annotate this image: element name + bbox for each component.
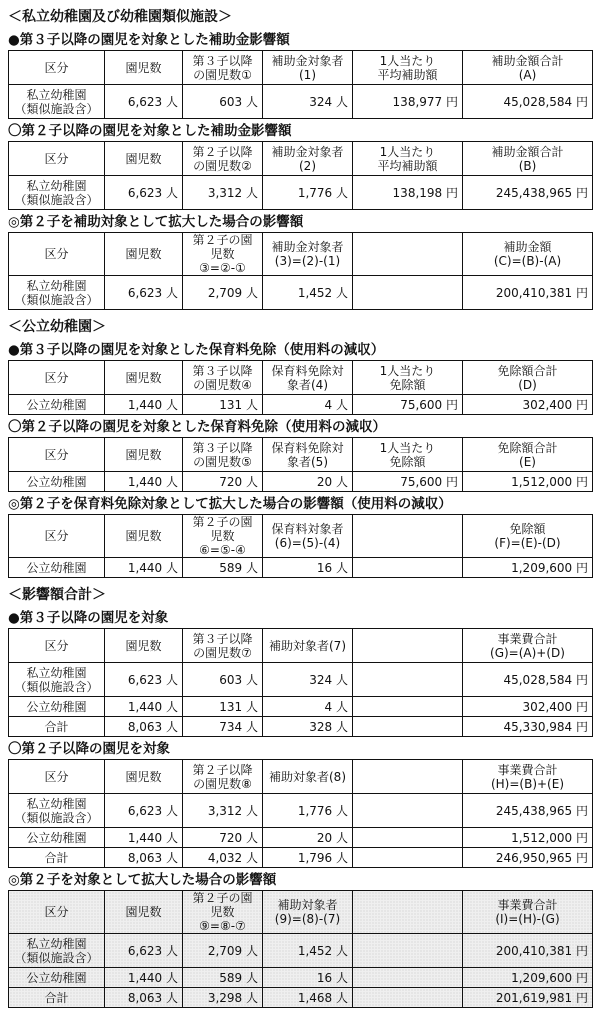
table-header-row (9, 142, 593, 176)
table-cell: 324 人 (263, 85, 353, 119)
header-cell: 1人当たり 免除額 (353, 438, 463, 472)
table-cell: 1,512,000 円 (463, 828, 593, 848)
table-cell: 8,063 人 (105, 848, 183, 868)
table-cell: 200,410,381 円 (463, 934, 593, 968)
table-row (9, 697, 593, 717)
header-cell: 保育料免除対 象者(5) (263, 438, 353, 472)
table-cell: 302,400 円 (463, 697, 593, 717)
table-cell: 6,623 人 (105, 663, 183, 697)
table-cell: 589 人 (183, 968, 263, 988)
header-cell: 1人当たり 免除額 (353, 361, 463, 395)
table-row (9, 828, 593, 848)
table-cell: 1,440 人 (105, 828, 183, 848)
header-cell: 補助金対象者 (2) (263, 142, 353, 176)
header-cell: 区分 (9, 51, 105, 85)
table-cell: 6,623 人 (105, 794, 183, 828)
table-cell: 603 人 (183, 85, 263, 119)
header-cell: 第２子の園児数 ③=②-① (183, 233, 263, 276)
header-cell: 第２子の園児数 ⑥=⑤-④ (183, 515, 263, 558)
table-cell: 131 人 (183, 395, 263, 415)
header-cell: 補助対象者(7) (263, 629, 353, 663)
table-title: ●第３子以降の園児を対象 (8, 610, 169, 626)
section-heading: ＜影響額合計＞ (8, 587, 106, 603)
header-cell: 保育料対象者 (6)=(5)-(4) (263, 515, 353, 558)
header-cell (353, 233, 463, 276)
table-cell (353, 968, 463, 988)
header-cell: 園児数 (105, 515, 183, 558)
table-header-row (9, 361, 593, 395)
data-table (8, 141, 593, 210)
table-cell (353, 717, 463, 737)
table-cell: 私立幼稚園 （類似施設含） (9, 794, 105, 828)
table-cell (353, 934, 463, 968)
table-cell: 私立幼稚園 （類似施設含） (9, 276, 105, 310)
table-cell: 6,623 人 (105, 934, 183, 968)
table-cell: 45,028,584 円 (463, 663, 593, 697)
table-cell: 1,776 人 (263, 176, 353, 210)
header-cell: 補助金額合計 (B) (463, 142, 593, 176)
table-cell: 4,032 人 (183, 848, 263, 868)
table-title: ◎第２子を保育料免除対象として拡大した場合の影響額（使用料の減収） (8, 496, 452, 512)
table-cell: 8,063 人 (105, 717, 183, 737)
table-row (9, 472, 593, 492)
table-cell: 45,330,984 円 (463, 717, 593, 737)
header-cell: 区分 (9, 361, 105, 395)
table-cell (353, 848, 463, 868)
table-row (9, 934, 593, 968)
table-header-row (9, 629, 593, 663)
table-title: ◎第２子を補助対象として拡大した場合の影響額 (8, 214, 304, 230)
table-cell: 1,440 人 (105, 558, 183, 578)
header-cell: 第３子以降 の園児数⑦ (183, 629, 263, 663)
header-cell: 園児数 (105, 142, 183, 176)
table-cell: 公立幼稚園 (9, 697, 105, 717)
table-cell: 138,198 円 (353, 176, 463, 210)
header-cell: 第２子の園児数 ⑨=⑧-⑦ (183, 891, 263, 934)
header-cell: 区分 (9, 891, 105, 934)
header-cell: 事業費合計 (G)=(A)+(D) (463, 629, 593, 663)
header-cell (353, 891, 463, 934)
header-cell: 免除額合計 (D) (463, 361, 593, 395)
table-cell (353, 276, 463, 310)
table-cell (353, 697, 463, 717)
table-cell: 1,209,600 円 (463, 558, 593, 578)
table-cell: 1,209,600 円 (463, 968, 593, 988)
table-cell: 6,623 人 (105, 85, 183, 119)
table-row (9, 794, 593, 828)
table-cell: 公立幼稚園 (9, 828, 105, 848)
table-cell: 589 人 (183, 558, 263, 578)
table-title: 〇第２子以降の園児を対象とした補助金影響額 (8, 123, 292, 139)
header-cell (353, 760, 463, 794)
table-cell: 6,623 人 (105, 276, 183, 310)
table-cell: 245,438,965 円 (463, 176, 593, 210)
header-cell: 事業費合計 (H)=(B)+(E) (463, 760, 593, 794)
header-cell: 第２子以降 の園児数⑧ (183, 760, 263, 794)
data-table (8, 360, 593, 415)
table-cell: 3,298 人 (183, 988, 263, 1008)
table-row (9, 85, 593, 119)
table-cell: 合計 (9, 717, 105, 737)
table-cell: 8,063 人 (105, 988, 183, 1008)
header-cell: 免除額 (F)=(E)-(D) (463, 515, 593, 558)
data-table (8, 232, 593, 310)
header-cell: 補助金対象者 (3)=(2)-(1) (263, 233, 353, 276)
table-row (9, 848, 593, 868)
table-cell: 75,600 円 (353, 472, 463, 492)
header-cell: 区分 (9, 233, 105, 276)
table-cell: 720 人 (183, 472, 263, 492)
table-cell: 20 人 (263, 472, 353, 492)
data-table (8, 50, 593, 119)
table-cell: 公立幼稚園 (9, 558, 105, 578)
header-cell (353, 629, 463, 663)
header-cell: 免除額合計 (E) (463, 438, 593, 472)
table-header-row (9, 515, 593, 558)
header-cell: 補助金額合計 (A) (463, 51, 593, 85)
table-header-row (9, 760, 593, 794)
header-cell: 第３子以降 の園児数④ (183, 361, 263, 395)
header-cell: 区分 (9, 760, 105, 794)
header-cell: 区分 (9, 142, 105, 176)
table-cell: 公立幼稚園 (9, 472, 105, 492)
table-row (9, 968, 593, 988)
table-header-row (9, 891, 593, 934)
table-cell: 2,709 人 (183, 934, 263, 968)
table-cell: 1,776 人 (263, 794, 353, 828)
table-cell: 45,028,584 円 (463, 85, 593, 119)
table-cell: 私立幼稚園 （類似施設含） (9, 176, 105, 210)
table-cell: 16 人 (263, 968, 353, 988)
header-cell: 補助対象者 (9)=(8)-(7) (263, 891, 353, 934)
header-cell: 園児数 (105, 891, 183, 934)
table-row (9, 663, 593, 697)
table-cell: 4 人 (263, 395, 353, 415)
header-cell: 補助対象者(8) (263, 760, 353, 794)
header-cell (353, 515, 463, 558)
table-cell: 公立幼稚園 (9, 968, 105, 988)
section-heading: ＜私立幼稚園及び幼稚園類似施設＞ (8, 9, 232, 25)
header-cell: 保育料免除対 象者(4) (263, 361, 353, 395)
table-cell: 20 人 (263, 828, 353, 848)
table-cell: 245,438,965 円 (463, 794, 593, 828)
header-cell: 園児数 (105, 51, 183, 85)
table-title: ◎第２子を対象として拡大した場合の影響額 (8, 872, 277, 888)
header-cell: 園児数 (105, 233, 183, 276)
table-cell (353, 663, 463, 697)
data-table (8, 759, 593, 868)
table-row (9, 717, 593, 737)
header-cell: 園児数 (105, 438, 183, 472)
header-cell: 園児数 (105, 361, 183, 395)
table-cell: 公立幼稚園 (9, 395, 105, 415)
document (8, 6, 592, 1010)
table-title: 〇第２子以降の園児を対象とした保育料免除（使用料の減収） (8, 419, 386, 435)
table-cell: 302,400 円 (463, 395, 593, 415)
section-heading: ＜公立幼稚園＞ (8, 319, 106, 335)
table-title: 〇第２子以降の園児を対象 (8, 741, 170, 757)
header-cell: 第３子以降 の園児数① (183, 51, 263, 85)
table-row (9, 558, 593, 578)
header-cell: 事業費合計 (I)=(H)-(G) (463, 891, 593, 934)
table-cell: 131 人 (183, 697, 263, 717)
table-cell: 私立幼稚園 （類似施設含） (9, 663, 105, 697)
table-header-row (9, 51, 593, 85)
table-cell: 1,440 人 (105, 472, 183, 492)
header-cell: 第２子以降 の園児数② (183, 142, 263, 176)
table-cell: 4 人 (263, 697, 353, 717)
table-cell: 1,452 人 (263, 276, 353, 310)
data-table (8, 890, 593, 1008)
table-cell: 603 人 (183, 663, 263, 697)
header-cell: 補助金対象者 (1) (263, 51, 353, 85)
header-cell: 補助金額 (C)=(B)-(A) (463, 233, 593, 276)
table-cell: 3,312 人 (183, 176, 263, 210)
table-cell: 720 人 (183, 828, 263, 848)
table-cell: 合計 (9, 848, 105, 868)
table-cell: 16 人 (263, 558, 353, 578)
header-cell: 園児数 (105, 760, 183, 794)
table-cell: 3,312 人 (183, 794, 263, 828)
table-cell: 328 人 (263, 717, 353, 737)
header-cell: 園児数 (105, 629, 183, 663)
header-cell: 第３子以降 の園児数⑤ (183, 438, 263, 472)
table-cell: 1,440 人 (105, 968, 183, 988)
table-title: ●第３子以降の園児を対象とした補助金影響額 (8, 32, 290, 48)
header-cell: 1人当たり 平均補助額 (353, 142, 463, 176)
table-header-row (9, 233, 593, 276)
header-cell: 区分 (9, 515, 105, 558)
table-cell (353, 558, 463, 578)
header-cell: 1人当たり 平均補助額 (353, 51, 463, 85)
table-row (9, 395, 593, 415)
table-cell: 200,410,381 円 (463, 276, 593, 310)
table-cell (353, 794, 463, 828)
table-cell: 私立幼稚園 （類似施設含） (9, 934, 105, 968)
table-cell: 1,440 人 (105, 697, 183, 717)
data-table (8, 514, 593, 578)
table-row (9, 176, 593, 210)
table-cell: 75,600 円 (353, 395, 463, 415)
data-table (8, 628, 593, 737)
table-cell (353, 828, 463, 848)
table-cell: 1,796 人 (263, 848, 353, 868)
table-cell: 私立幼稚園 （類似施設含） (9, 85, 105, 119)
table-cell: 246,950,965 円 (463, 848, 593, 868)
table-cell: 201,619,981 円 (463, 988, 593, 1008)
data-table (8, 437, 593, 492)
table-cell: 734 人 (183, 717, 263, 737)
table-cell: 1,440 人 (105, 395, 183, 415)
table-cell: 1,452 人 (263, 934, 353, 968)
header-cell: 区分 (9, 438, 105, 472)
table-cell: 6,623 人 (105, 176, 183, 210)
table-header-row (9, 438, 593, 472)
table-cell: 合計 (9, 988, 105, 1008)
table-cell: 138,977 円 (353, 85, 463, 119)
table-row (9, 276, 593, 310)
header-cell: 区分 (9, 629, 105, 663)
table-title: ●第３子以降の園児を対象とした保育料免除（使用料の減収） (8, 342, 385, 358)
table-cell: 324 人 (263, 663, 353, 697)
table-cell: 1,512,000 円 (463, 472, 593, 492)
table-cell: 1,468 人 (263, 988, 353, 1008)
table-cell: 2,709 人 (183, 276, 263, 310)
